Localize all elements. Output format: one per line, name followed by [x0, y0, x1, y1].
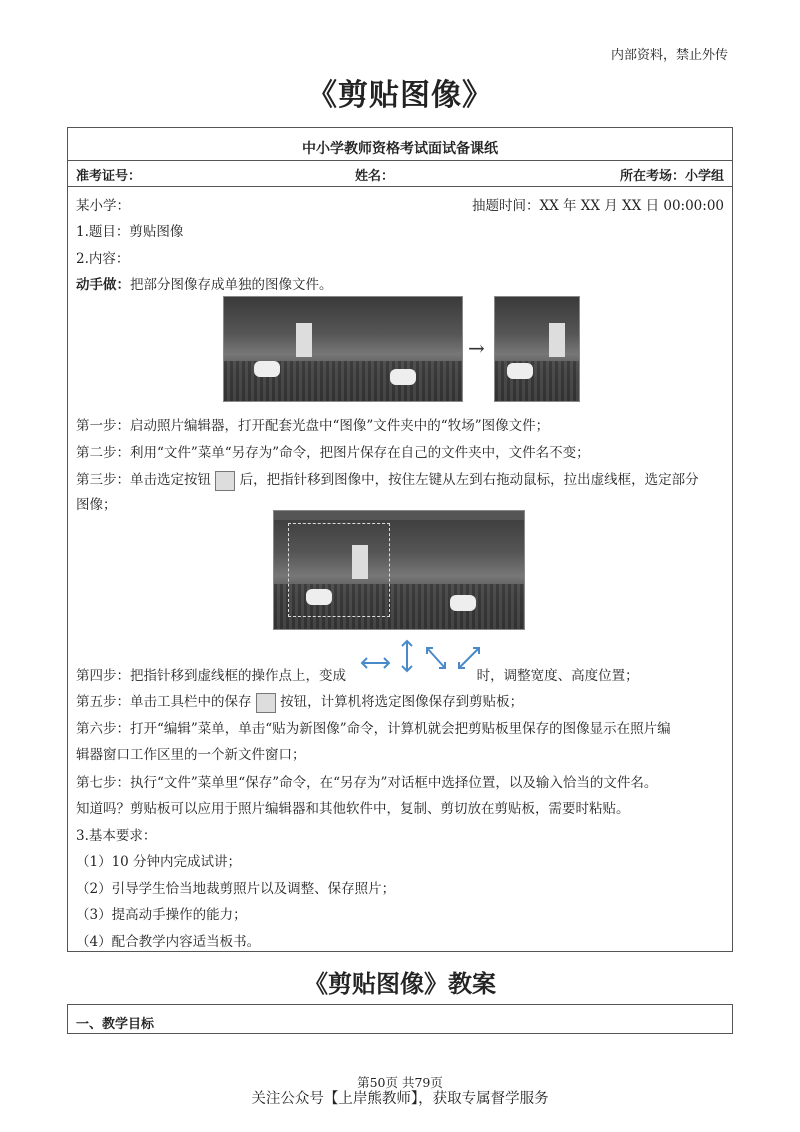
hands-on-text: 把部分图像存成单独的图像文件。: [130, 277, 333, 293]
content-label: 2.内容：: [76, 251, 130, 267]
page-title: 《剪贴图像》: [307, 78, 493, 113]
school-label: 某小学：: [76, 198, 130, 214]
step-4: [76, 664, 639, 684]
sheet-title: 中小学教师资格考试面试备课纸: [302, 141, 498, 157]
page-number: 第50页 共79页: [357, 1075, 443, 1090]
lesson-plan-title: 《剪贴图像》教案: [304, 969, 496, 998]
ticket-field: 准考证号：: [76, 169, 142, 184]
requirement-2: （2）引导学生恰当地裁剪照片以及调整、保存照片；: [76, 881, 396, 897]
requirement-4: （4）配合教学内容适当板书。: [76, 934, 261, 950]
step-4-text-b: 时，调整宽度、高度位置；: [476, 668, 639, 684]
hands-on-label: 动手做：: [76, 277, 130, 293]
save-icon: [256, 693, 276, 713]
select-tool-icon: [215, 471, 235, 491]
step-2: 第二步：利用“文件”菜单“另存为”命令，把图片保存在自己的文件夹中，文件名不变；: [76, 445, 590, 461]
pasture-photo-full: [223, 296, 463, 402]
step-3: [76, 468, 699, 491]
requirement-1: （1）10 分钟内完成试讲；: [76, 854, 242, 870]
step-7: 第七步：执行“文件”菜单里“保存”命令，在“另存为”对话框中选择位置，以及输入恰当的文件名。: [76, 775, 658, 791]
promo-text: 关注公众号【上岸熊教师】，获取专属督学服务: [251, 1091, 549, 1107]
step-1: 第一步：启动照片编辑器，打开配套光盘中“图像”文件夹中的“牧场”图像文件；: [76, 418, 550, 434]
venue-field: 所在考场：小学组: [619, 169, 724, 184]
step-3-cont: 图像；: [76, 497, 117, 513]
draw-time: 抽题时间：XX 年 XX 月 XX 日 00:00:00: [471, 198, 724, 214]
step-3-text-b: 后，把指针移到图像中，按住左键从左到右拖动鼠标，拉出虚线框，选定部分: [239, 472, 699, 488]
objectives-heading: 一、教学目标: [76, 1017, 155, 1032]
step-5: [76, 690, 523, 713]
arrow-right-icon: →: [468, 336, 485, 360]
step-6: 第六步：打开“编辑”菜单，单击“贴为新图像”命令，计算机就会把剪贴板里保存的图像显示在照片编: [76, 721, 671, 737]
requirements-label: 3.基本要求：: [76, 828, 157, 844]
step-3-text-a: 第三步：单击选定按钮: [76, 472, 211, 488]
prep-sheet: [67, 127, 733, 952]
requirement-3: （3）提高动手操作的能力；: [76, 907, 247, 923]
step-6-cont: 辑器窗口工作区里的一个新文件窗口；: [76, 747, 306, 763]
editor-window-photo: [273, 510, 525, 630]
did-you-know: 知道吗？剪贴板可以应用于照片编辑器和其他软件中，复制、剪切放在剪贴板，需要时粘贴。: [76, 801, 630, 817]
step-5-text-b: 按钮，计算机将选定图像保存到剪贴板；: [280, 694, 524, 710]
topic: 1.题目：剪贴图像: [76, 224, 184, 240]
pasture-photo-cropped: [494, 296, 580, 402]
objectives-section: [67, 1004, 733, 1034]
name-field: 姓名：: [355, 169, 395, 184]
confidential-note: 内部资料，禁止外传: [610, 48, 728, 63]
hands-on: [76, 273, 333, 293]
step-4-text-a: 第四步：把指针移到虚线框的操作点上，变成: [76, 668, 346, 684]
step-5-text-a: 第五步：单击工具栏中的保存: [76, 694, 252, 710]
